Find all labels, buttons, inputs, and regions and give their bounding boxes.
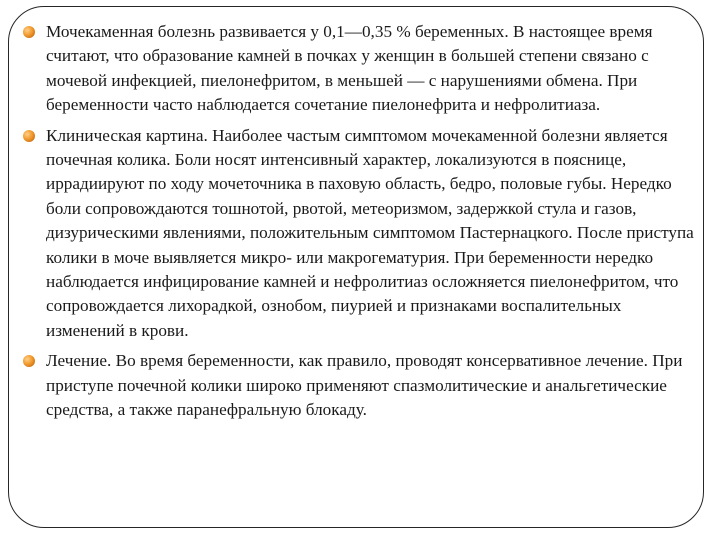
paragraph-text: Лечение. Во время беременности, как правило, проводят консервативное лечение. При приступе почечной колики широко применяют спазмолитические и анальгетические средства, а также паранефральную блокаду. [46,351,683,420]
paragraph-incidence [22,20,702,118]
paragraph-text: Клиническая картина. Наиболее частым симптомом мочекаменной болезни является почечная колика. Боли носят интенсивный характер, локализуются в пояснице, иррадиируют по ходу мочеточника в паховую область, бедро, половые губы. Нередко боли сопровождаются тошнотой, рвотой, метеоризмом, задержкой стула и газов, дизурическими явлениями, положительным симптомом Пастернацкого. После приступа колики в моче выявляется микро- или макрогематурия. При беременности нередко наблюдается инфицирование камней и нефролитиаз осложняется пиелонефритом, что сопровождается лихорадкой, ознобом, пиурией и признаками воспалительных изменений в крови. [46,125,694,340]
bullet-icon [23,130,35,142]
bullet-icon [23,355,35,367]
slide-content [22,20,702,429]
paragraph-text: Мочекаменная болезнь развивается у 0,1—0,35 % беременных. В настоящее время считают, что образование камней в почках у женщин в большей степени связано с мочевой инфекцией, пиелонефритом, в меньшей — с нарушениями обмена. При беременности часто наблюдается сочетание пиелонефрита и нефролитиаза. [46,22,653,115]
paragraph-treatment [22,349,702,422]
bullet-icon [23,26,35,38]
paragraph-clinical-picture [22,124,702,344]
